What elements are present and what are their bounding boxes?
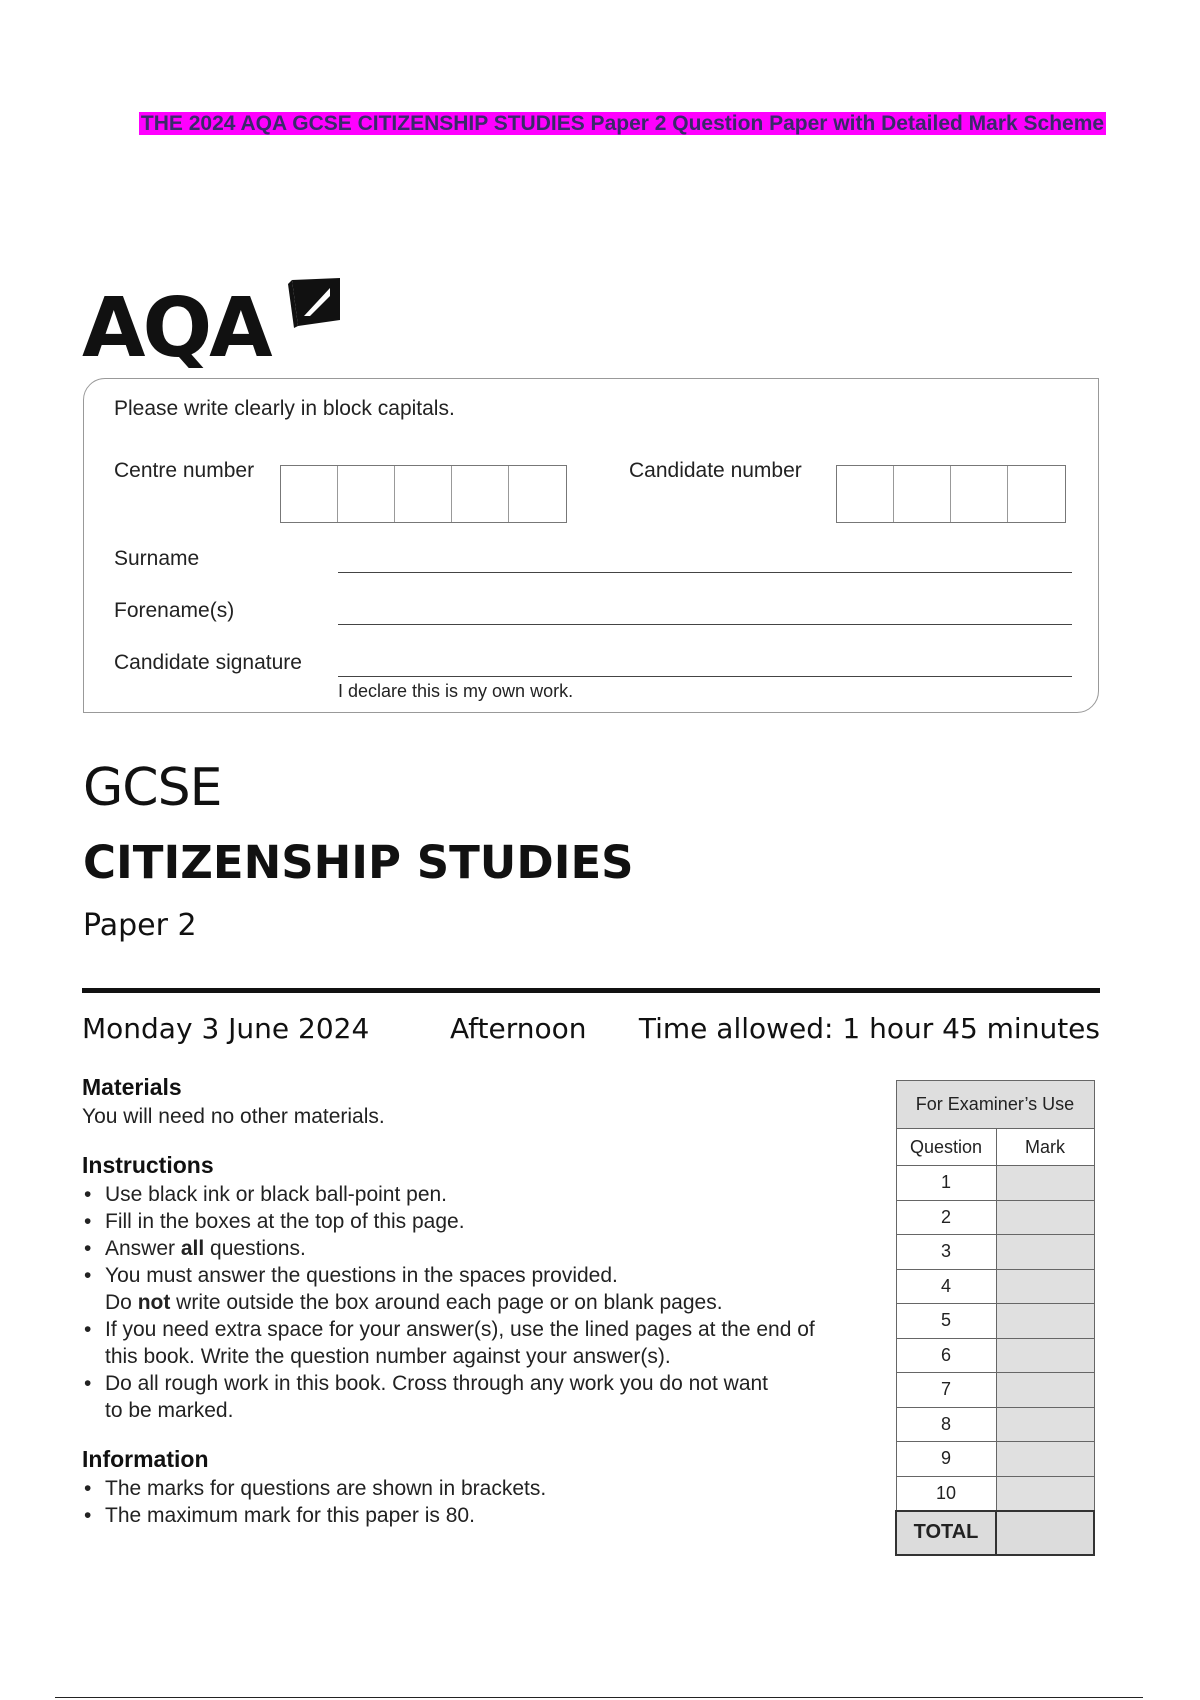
surname-label: Surname	[114, 547, 200, 570]
information-item: • The maximum mark for this paper is 80.	[82, 1502, 872, 1529]
surname-line[interactable]	[338, 572, 1072, 573]
total-mark-cell	[996, 1511, 1094, 1555]
instructions-section	[82, 1152, 872, 1424]
instructions-heading: Instructions	[82, 1152, 214, 1178]
subject-title: CITIZENSHIP STUDIES	[83, 836, 634, 889]
answer-all-pre: Answer	[105, 1237, 181, 1260]
candidate-details-box	[83, 378, 1099, 713]
centre-number-label: Centre number	[114, 459, 255, 482]
extra-space-line-1: • If you need extra space for your answer(s), use the lined pages at the end of	[105, 1318, 815, 1341]
candidate-number-digit[interactable]	[951, 466, 1008, 522]
document-banner	[100, 110, 1145, 138]
block-capitals-instruction: Please write clearly in block capitals.	[114, 397, 455, 420]
front-page-instructions	[82, 1074, 872, 1551]
qualification-level: GCSE	[83, 758, 222, 818]
time-allowed: Time allowed: 1 hour 45 minutes	[638, 1012, 1100, 1045]
candidate-number-digit[interactable]	[837, 466, 894, 522]
mark-cell	[996, 1166, 1094, 1201]
question-number: 10	[896, 1476, 996, 1511]
instruction-item	[82, 1370, 872, 1424]
question-number: 9	[896, 1442, 996, 1477]
examiners-use-title: For Examiner’s Use	[896, 1081, 1094, 1129]
aqa-logo	[82, 276, 342, 376]
information-section	[82, 1446, 872, 1529]
question-number: 5	[896, 1304, 996, 1339]
candidate-number-boxes[interactable]	[836, 465, 1066, 523]
rough-work-line-1: • Do all rough work in this book. Cross through any work you do not want	[105, 1372, 769, 1395]
paper-number: Paper 2	[83, 908, 197, 943]
page-bottom-rule	[55, 1697, 1143, 1698]
candidate-number-digit[interactable]	[894, 466, 951, 522]
centre-number-digit[interactable]	[338, 466, 395, 522]
mark-column-header: Mark	[996, 1129, 1094, 1166]
rough-work-line-2: to be marked.	[105, 1399, 234, 1422]
spaces-line-2	[105, 1289, 872, 1316]
question-column-header: Question	[896, 1129, 996, 1166]
question-number: 7	[896, 1373, 996, 1408]
answer-all-bold: all	[180, 1237, 205, 1260]
mark-cell	[996, 1338, 1094, 1373]
question-number: 8	[896, 1407, 996, 1442]
instruction-item: • Use black ink or black ball-point pen.	[82, 1181, 872, 1208]
total-label: TOTAL	[896, 1511, 996, 1555]
mark-cell	[996, 1407, 1094, 1442]
mark-cell	[996, 1476, 1094, 1511]
centre-number-digit[interactable]	[509, 466, 566, 522]
materials-text: You will need no other materials.	[82, 1105, 385, 1128]
spaces-line-1: • You must answer the questions in the spaces provided.	[105, 1264, 618, 1287]
question-number: 6	[896, 1338, 996, 1373]
centre-number-digit[interactable]	[281, 466, 338, 522]
information-heading: Information	[82, 1446, 209, 1472]
banner-title: THE 2024 AQA GCSE CITIZENSHIP STUDIES Paper 2 Question Paper with Detailed Mark Scheme	[140, 112, 1105, 135]
mark-cell	[996, 1235, 1094, 1270]
spaces-line-2-bold: not	[137, 1291, 171, 1314]
centre-number-boxes[interactable]	[280, 465, 567, 523]
aqa-tick-mark-icon	[284, 276, 342, 344]
instruction-item	[82, 1235, 872, 1262]
question-number: 4	[896, 1269, 996, 1304]
materials-heading: Materials	[82, 1074, 182, 1100]
examiners-use-table	[895, 1080, 1095, 1556]
mark-cell	[996, 1304, 1094, 1339]
candidate-number-label: Candidate number	[629, 459, 802, 482]
instruction-item	[82, 1262, 872, 1316]
answer-all-post: questions.	[204, 1237, 306, 1260]
spaces-line-2-post: write outside the box around each page or on blank pages.	[170, 1291, 723, 1314]
centre-number-digit[interactable]	[452, 466, 509, 522]
exam-date: Monday 3 June 2024	[82, 1012, 370, 1045]
mark-cell	[996, 1269, 1094, 1304]
logo-text: AQA	[82, 281, 270, 376]
materials-section	[82, 1074, 872, 1130]
forenames-label: Forename(s)	[114, 599, 235, 622]
instruction-item	[82, 1316, 872, 1370]
candidate-number-digit[interactable]	[1008, 466, 1065, 522]
declaration-text: I declare this is my own work.	[338, 681, 574, 701]
extra-space-line-2: this book. Write the question number against your answer(s).	[105, 1345, 671, 1368]
mark-cell	[996, 1200, 1094, 1235]
forenames-line[interactable]	[338, 624, 1072, 625]
question-number: 1	[896, 1166, 996, 1201]
question-number: 3	[896, 1235, 996, 1270]
question-number: 2	[896, 1200, 996, 1235]
spaces-line-2-pre: Do	[105, 1291, 138, 1314]
mark-cell	[996, 1373, 1094, 1408]
information-item: • The marks for questions are shown in brackets.	[82, 1475, 872, 1502]
title-divider	[82, 988, 1100, 993]
exam-session: Afternoon	[450, 1012, 587, 1045]
signature-label: Candidate signature	[114, 651, 302, 674]
mark-cell	[996, 1442, 1094, 1477]
centre-number-digit[interactable]	[395, 466, 452, 522]
instruction-item: • Fill in the boxes at the top of this page.	[82, 1208, 872, 1235]
signature-line[interactable]	[338, 676, 1072, 677]
exam-date-line	[82, 1012, 1100, 1052]
information-list	[82, 1475, 872, 1529]
instructions-list	[82, 1181, 872, 1424]
